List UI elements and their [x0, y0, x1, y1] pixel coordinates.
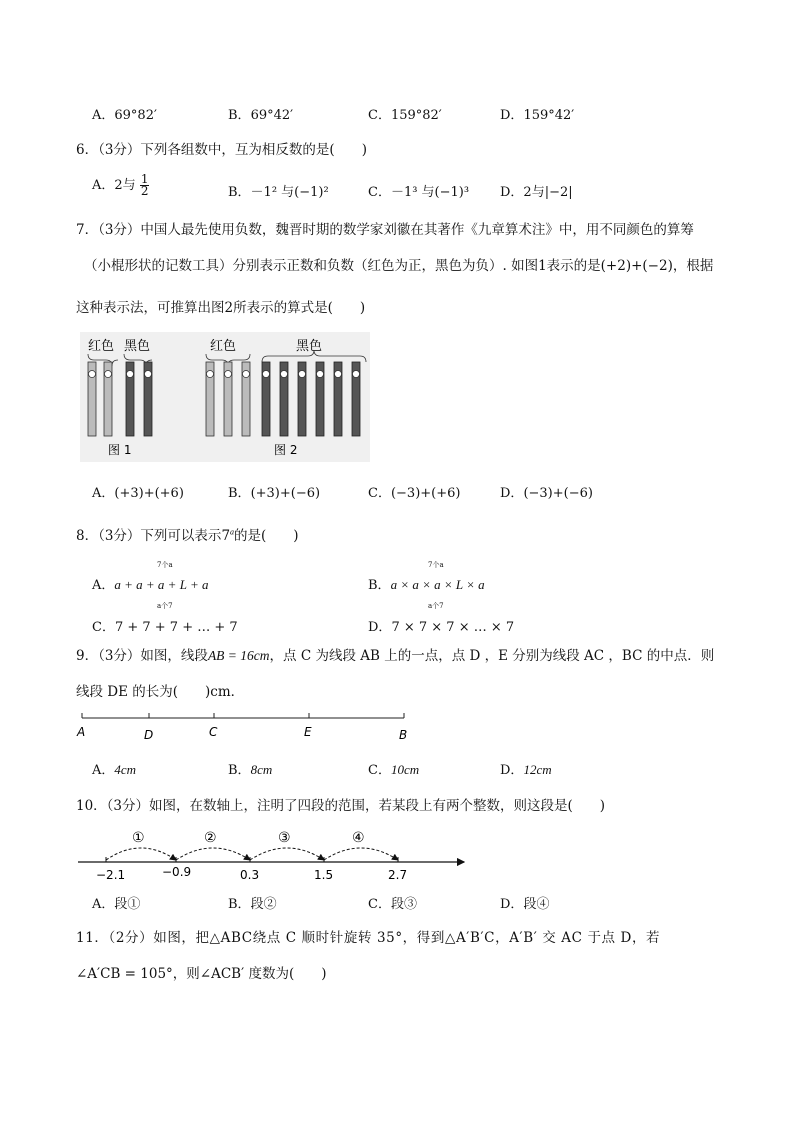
- q10-option-c: C．段③: [368, 897, 417, 912]
- q11-stem-line1: 11．（2分）如图，把△ABC绕点 C 顺时针旋转 35°，得到△A′B′C，A′B′ 交 AC 于点 D，若: [76, 930, 661, 946]
- q7-figure: [80, 332, 370, 462]
- q9-option-b: B．8cm: [228, 762, 273, 778]
- q6-option-b: B．－1² 与(−1)²: [228, 185, 329, 200]
- q7-option-d: D．(−3)+(−6): [500, 486, 593, 501]
- fig1-caption: 图 1: [108, 443, 132, 457]
- tick-label: 2.7: [388, 868, 408, 882]
- q8-stem: 8．（3分）下列可以表示7$^a$的是( ): [76, 527, 299, 544]
- q5-option-b: B．69°42′: [228, 108, 294, 123]
- q9-option-a: A．4cm: [92, 762, 137, 778]
- q10-option-a: A．段①: [92, 897, 141, 912]
- point-b-label: B: [399, 728, 408, 742]
- fig1-black-label: 黑色: [124, 339, 151, 354]
- q7-stem-line3: 这种表示法，可推算出图2所表示的算式是( ): [76, 300, 366, 316]
- q9-stem-line1: 9．（3分）如图，线段AB = 16cm，点 C 为线段 AB 上的一点，点 D ，E 分别为线段 AC ，BC 的中点．则: [76, 648, 715, 664]
- q7-stem-line1: 7．（3分）中国人最先使用负数，魏晋时期的数学家刘徽在其著作《九章算术注》中，用不同颜色的算筹: [76, 222, 694, 238]
- point-e-label: E: [304, 725, 312, 739]
- q9-segment-figure: [76, 708, 416, 744]
- q6-option-a: A．2与 $\frac{1}{2}$: [92, 172, 149, 198]
- q10-stem: 10．（3分）如图，在数轴上，注明了四段的范围，若某段上有两个整数，则这段是( ): [76, 798, 606, 814]
- q6-option-c: C．－1³ 与(−1)³: [368, 185, 470, 200]
- point-a-label: A: [77, 725, 86, 739]
- segment-1-label: ①: [132, 830, 145, 846]
- segment-4-label: ④: [352, 830, 365, 846]
- q10-number-line: [76, 822, 468, 884]
- q7-option-c: C．(−3)+(+6): [368, 486, 461, 501]
- fraction: $\frac{1}{2}$: [140, 172, 149, 198]
- q9-option-d: D．12cm: [500, 762, 552, 778]
- q8-option-c-overbrace: a个7: [157, 602, 173, 610]
- q8-option-d: D．7 × 7 × 7 × … × 7: [368, 620, 515, 635]
- q5-option-c: C．159°82′: [368, 108, 442, 123]
- q7-option-b: B．(+3)+(−6): [228, 486, 321, 501]
- q10-option-d: D．段④: [500, 897, 550, 912]
- fig2-black-label: 黑色: [296, 339, 323, 354]
- q9-option-c: C．10cm: [368, 762, 420, 778]
- q10-option-b: B．段②: [228, 897, 277, 912]
- q8-option-a: A．a + a + a + L + a: [92, 577, 209, 593]
- segment-3-label: ③: [278, 830, 291, 846]
- fig1-red-label: 红色: [88, 339, 115, 354]
- q8-option-c: C．7 + 7 + 7 + … + 7: [92, 620, 238, 635]
- fig2-red-label: 红色: [210, 339, 237, 354]
- tick-label: 0.3: [240, 868, 260, 882]
- q7-stem-line2: （小棍形状的记数工具）分别表示正数和负数（红色为正，黑色为负）. 如图1表示的是(+2)+(−2)，根据: [84, 258, 714, 274]
- q6-stem: 6．（3分）下列各组数中，互为相反数的是( ): [76, 142, 367, 158]
- q8-option-b: B．a × a × a × L × a: [368, 577, 485, 593]
- q8-option-d-overbrace: a个7: [428, 602, 444, 610]
- q11-stem-line2: ∠A′CB = 105°，则∠ACB′ 度数为( ): [76, 966, 327, 982]
- q5-option-d: D．159°42′: [500, 108, 575, 123]
- q9-stem-line2: 线段 DE 的长为( )cm．: [76, 684, 245, 700]
- q7-option-a: A．(+3)+(+6): [92, 486, 184, 501]
- tick-label: 1.5: [314, 868, 334, 882]
- q5-option-a: A．69°82′: [92, 108, 157, 123]
- tick-label: −2.1: [96, 868, 126, 882]
- tick-label: −0.9: [162, 865, 192, 879]
- q8-option-b-overbrace: 7个a: [428, 561, 444, 569]
- fig2-rods: [206, 362, 360, 436]
- q8-option-a-overbrace: 7个a: [157, 561, 173, 569]
- fig2-caption: 图 2: [274, 443, 298, 457]
- point-d-label: D: [144, 728, 154, 742]
- segment-2-label: ②: [204, 830, 217, 846]
- q6-option-d: D．2与|−2|: [500, 185, 573, 200]
- point-c-label: C: [209, 725, 218, 739]
